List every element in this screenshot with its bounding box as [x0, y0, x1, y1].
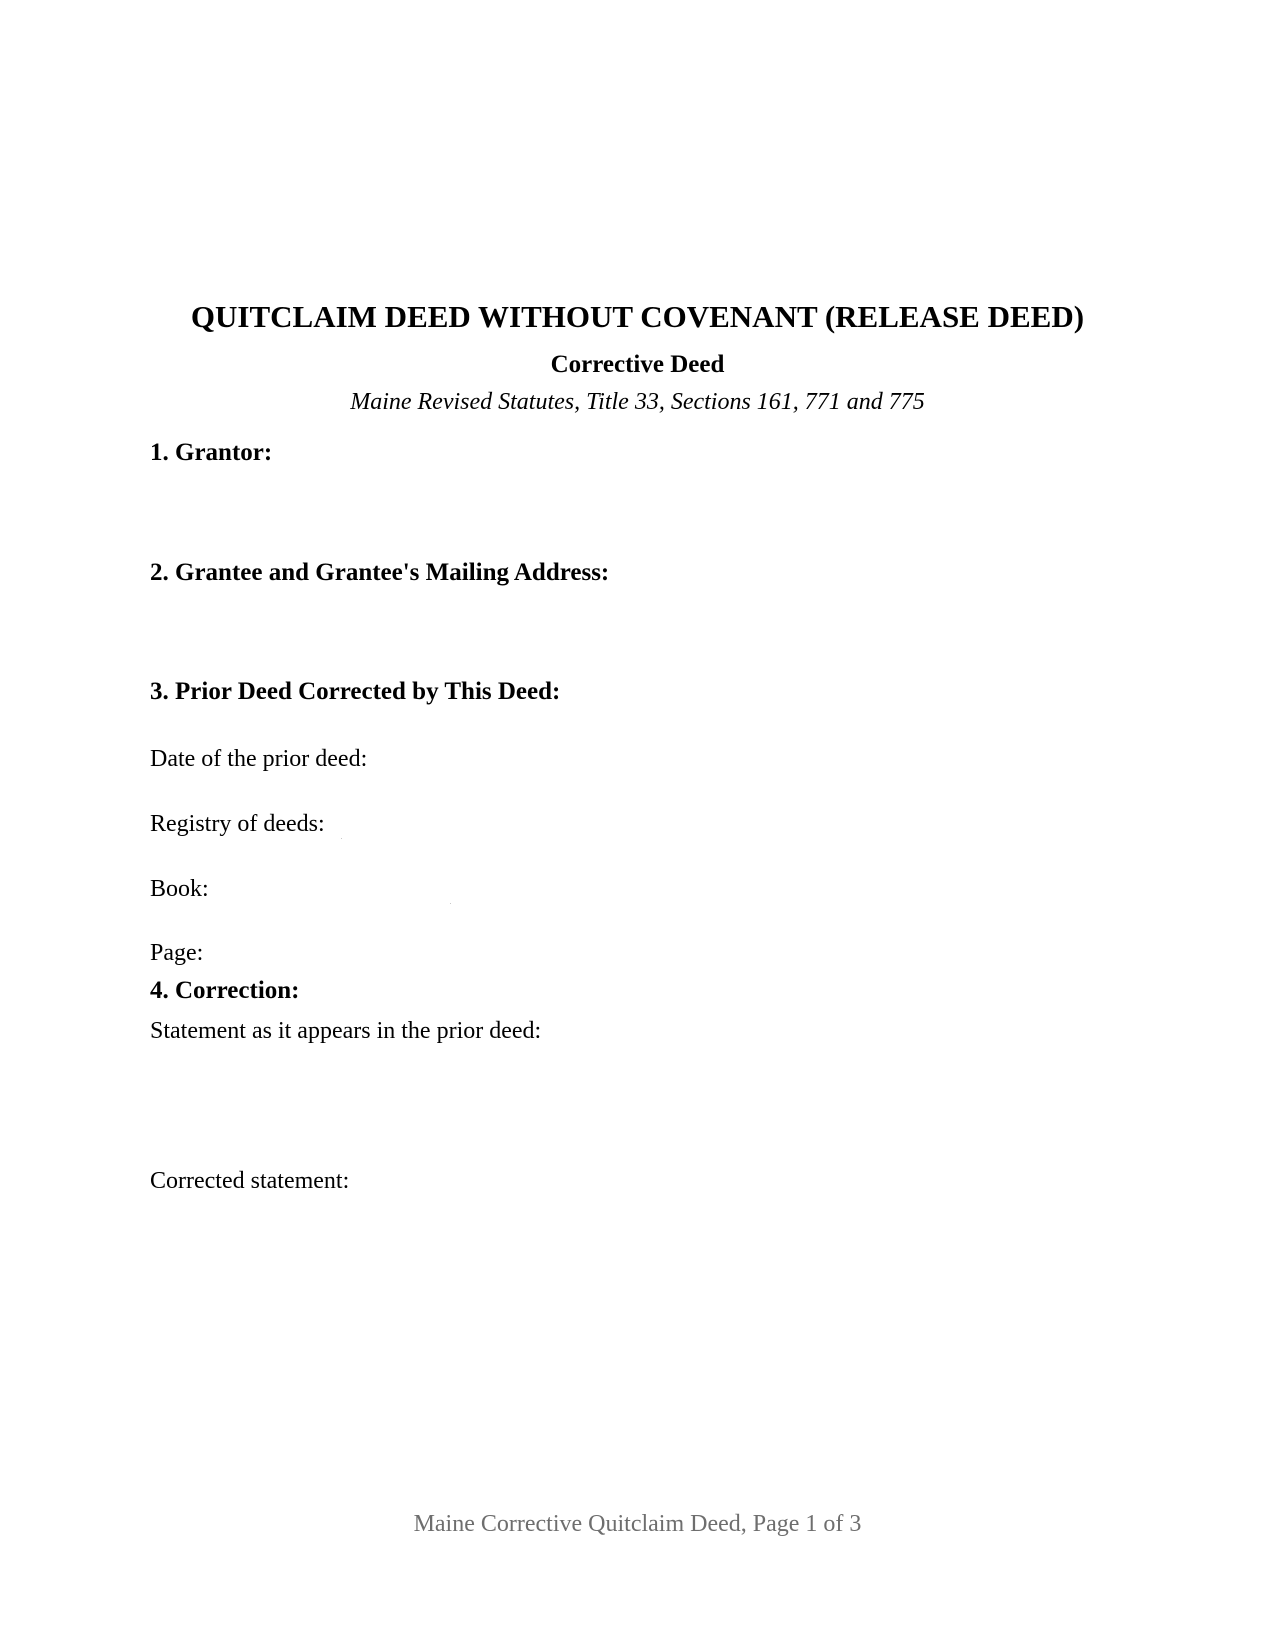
prior-deed-date-label: Date of the prior deed:: [150, 746, 368, 772]
statute-reference: Maine Revised Statutes, Title 33, Sections 161, 771 and 775: [350, 389, 925, 415]
prior-deed-heading: 3. Prior Deed Corrected by This Deed:: [150, 678, 561, 705]
page-footer: Maine Corrective Quitclaim Deed, Page 1 of 3: [413, 1511, 862, 1537]
book-label: Book:: [150, 876, 209, 902]
book-blank-mark: [450, 903, 451, 904]
registry-of-deeds-label: Registry of deeds:: [150, 811, 325, 837]
registry-blank-mark: [341, 838, 342, 839]
document-title: QUITCLAIM DEED WITHOUT COVENANT (RELEASE DEED): [190, 299, 1085, 334]
prior-statement-label: Statement as it appears in the prior deed:: [150, 1018, 542, 1044]
grantor-heading: 1. Grantor:: [150, 439, 273, 466]
document-subtitle: Corrective Deed: [550, 351, 725, 378]
correction-heading: 4. Correction:: [150, 977, 300, 1004]
grantee-heading: 2. Grantee and Grantee's Mailing Address:: [150, 559, 610, 586]
corrected-statement-label: Corrected statement:: [150, 1168, 350, 1194]
page-label: Page:: [150, 940, 204, 966]
